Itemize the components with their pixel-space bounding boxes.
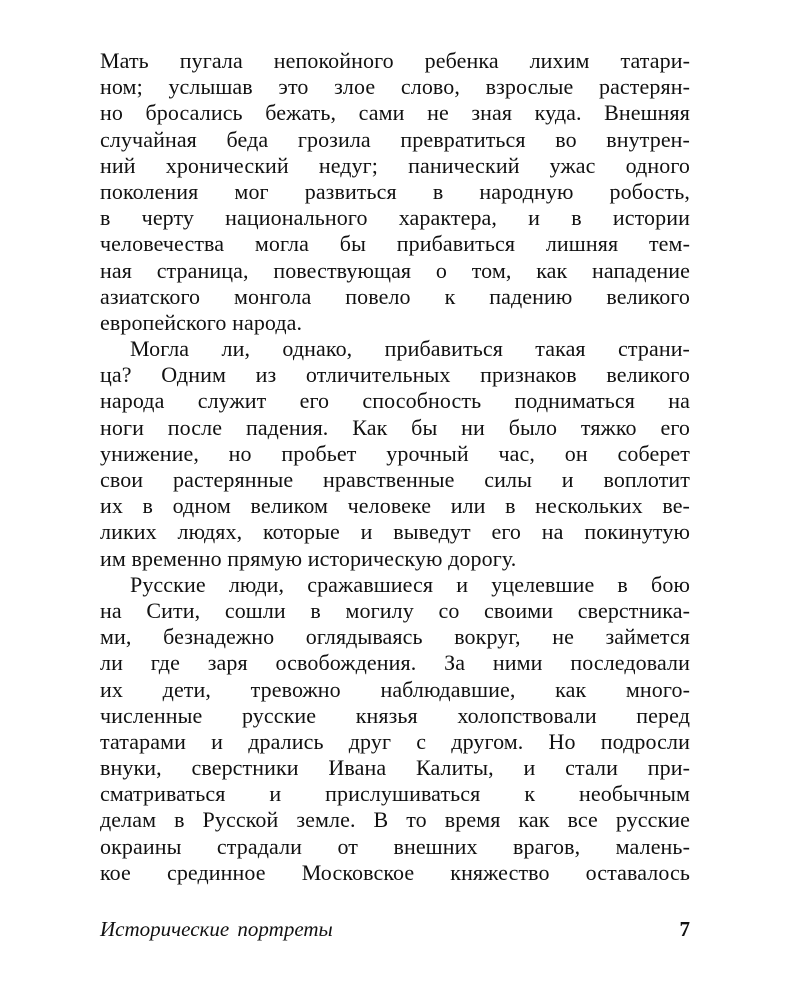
text-line: поколения мог развиться в народную робость, (100, 178, 690, 204)
text-line: случайная беда грозила превратиться во внутрен- (100, 126, 690, 152)
text-line: свои растерянные нравственные силы и воплотит (100, 467, 690, 492)
text-line: им временно прямую историческую дорогу. (100, 545, 517, 571)
text-line: азиатского монгола повело к падению великого (100, 283, 690, 309)
text-line: кое срединное Московское княжество оставалось (100, 859, 690, 885)
body-text (100, 48, 690, 886)
text-line: ми, безнадежно оглядываясь вокруг, не займется (100, 624, 690, 650)
text-line: ний хронический недуг; панический ужас одного (100, 152, 690, 178)
text-line: ца? Одним из отличительных признаков великого (100, 362, 690, 388)
page-footer (100, 914, 690, 944)
text-line: делам в Русской земле. В то время как все русские (100, 807, 690, 833)
text-line: унижение, но пробьет урочный час, он соберет (100, 440, 690, 466)
text-line: Мать пугала непокойного ребенка лихим татари- (100, 48, 690, 73)
text-line: численные русские князья холопствовали перед (100, 702, 690, 728)
page-number: 7 (679, 917, 690, 941)
text-line: ли где заря освобождения. За ними последовали (100, 650, 690, 676)
text-line: ликих людях, которые и выведут его на покинутую (100, 519, 690, 545)
text-line: внуки, сверстники Ивана Калиты, и стали при- (100, 755, 690, 781)
paragraph-2 (100, 336, 690, 572)
text-line: ная страница, повествующая о том, как нападение (100, 257, 690, 283)
text-line: ном; услышав это злое слово, взрослые растерян- (100, 74, 690, 100)
paragraph-1 (100, 48, 690, 336)
text-line: окраины страдали от внешних врагов, малень- (100, 833, 690, 859)
paragraph-3 (100, 572, 690, 886)
text-line: человечества могла бы прибавиться лишняя тем- (100, 231, 690, 257)
text-line: Могла ли, однако, прибавиться такая страни- (130, 336, 690, 362)
text-line: европейского народа. (100, 309, 303, 335)
text-line: Русские люди, сражавшиеся и уцелевшие в бою (130, 571, 690, 597)
text-line: в черту национального характера, и в истории (100, 205, 690, 231)
text-line: их дети, тревожно наблюдавшие, как много- (100, 676, 690, 702)
text-line: сматриваться и прислушиваться к необычным (100, 781, 690, 807)
text-line: но бросались бежать, сами не зная куда. Внешняя (100, 100, 690, 126)
text-line: народа служит его способность подниматься на (100, 388, 690, 414)
text-line: ноги после падения. Как бы ни было тяжко его (100, 414, 690, 440)
text-line: их в одном великом человеке или в нескольких ве- (100, 493, 690, 519)
text-line: татарами и дрались друг с другом. Но подросли (100, 728, 690, 754)
text-line: на Сити, сошли в могилу со своими сверстника- (100, 597, 690, 623)
running-title: Исторические портреты (100, 917, 333, 941)
